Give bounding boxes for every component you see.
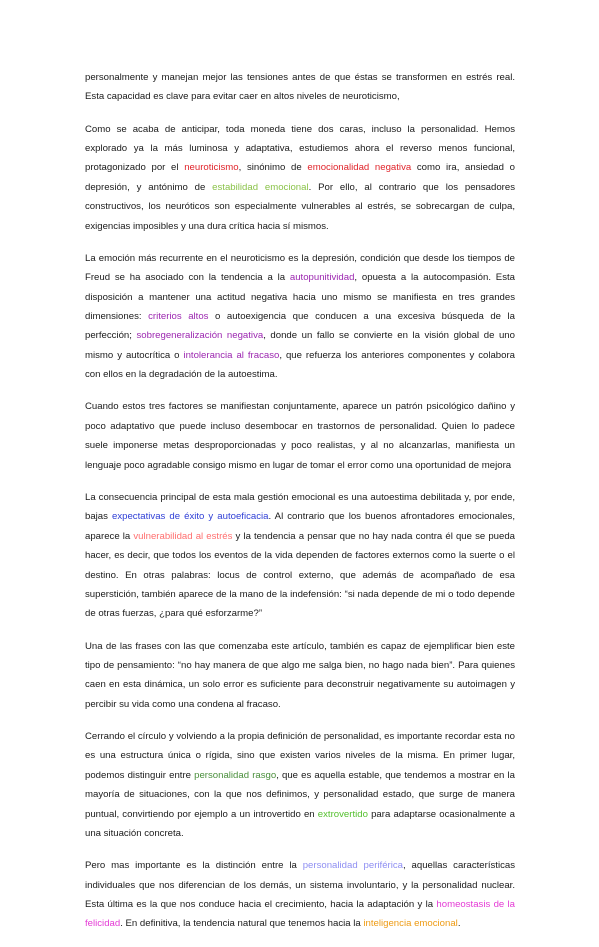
highlighted-term-extrovertido: extrovertido <box>317 808 368 820</box>
paragraph <box>85 68 515 107</box>
highlighted-term-inteligencia-emocional: inteligencia emocional <box>363 918 458 930</box>
paragraph-text: Pero mas importante es la distinción entre la <box>85 860 303 872</box>
paragraph <box>85 488 515 624</box>
document-page <box>85 68 515 947</box>
highlighted-term-intolerancia: intolerancia al fracaso <box>183 349 280 361</box>
paragraph-text: Cerrando el círculo y volviendo a la propia definición de personalidad, es importante recordar esta no es una estructura única o rígida, sino que existen varios niveles de la misma. En primer lugar, podemos distinguir entre <box>85 730 515 781</box>
paragraph <box>85 637 515 715</box>
paragraph <box>85 727 515 843</box>
highlighted-term-sobregeneralizacion: sobregeneralización negativa <box>136 330 264 342</box>
paragraph-text: Una de las frases con las que comenzaba este artículo, también es capaz de ejemplificar bien este tipo de pensamiento: “no hay manera de que algo me salga bien, no hago nada bien”. Para quienes caen en esta dinámica, un solo error es suficiente para deconstruir negativamente su autoimagen y percibir su vida como una condena al fracaso. <box>85 640 515 710</box>
highlighted-term-personalidad-rasgo: personalidad rasgo <box>194 769 277 781</box>
paragraph-text: para adaptarse ocasionalmente a una situación concreta. <box>85 808 515 839</box>
highlighted-term-estabilidad-emocional: estabilidad emocional <box>212 181 309 193</box>
paragraph-text: , que refuerza los anteriores componentes y colabora con ellos en la degradación de la autoestima. <box>85 349 516 381</box>
paragraph-text: La emoción más recurrente en el neuroticismo es la depresión, condición que desde los tiempos de Freud se ha asociado con la tendencia a la <box>85 252 515 284</box>
paragraph-text: personalmente y manejan mejor las tensiones antes de que éstas se transformen en estrés real. Esta capacidad es clave para evitar caer en altos niveles de neuroticismo, <box>85 72 515 103</box>
paragraph-text: , sinónimo de <box>238 162 308 174</box>
paragraph-text: Cuando estos tres factores se manifiestan conjuntamente, aparece un patrón psicológico dañino y poco adaptativo que puede incluso desembocar en trastornos de personalidad. Quien lo padece suele imponerse metas desproporcionadas y poco realistas, y al no alcanzarlas, manifiesta un lenguaje poco agradable consigo mismo en lugar de tomar el error como una oportunidad de mejora <box>85 401 515 471</box>
paragraph-text: y la tendencia a pensar que no hay nada contra él que se pueda hacer, es decir, que todos los eventos de la vida dependen de factores externos como la suerte o el destino. En otras palabras: locus de control externo, que además de acompañado de esa superstición, también aparece de la mano de la indefensión: “si nada depende de mi o todo depende de otras fuerzas, ¿para qué esforzarme?” <box>85 530 515 620</box>
highlighted-term-vulnerabilidad: vulnerabilidad al estrés <box>133 530 233 542</box>
paragraph-text: Como se acaba de anticipar, toda moneda tiene dos caras, incluso la personalidad. Hemos explorado ya la más luminosa y adaptativa, estudiemos ahora el reverso menos funcional, protagonizado por el <box>85 123 515 174</box>
paragraph-text: o autoexigencia que conducen a una excesiva búsqueda de la perfección; <box>85 311 515 342</box>
highlighted-term-criterios-altos: criterios altos <box>148 311 209 323</box>
paragraph-text: como ira, ansiedad o depresión, y antónimo de <box>85 162 515 193</box>
highlighted-term-homeostasis: homeostasis de la felicidad <box>85 899 516 930</box>
paragraph-text: . <box>457 918 461 930</box>
paragraph-text: , donde un fallo se convierte en la visión global de uno mismo y autocrítica o <box>85 330 515 361</box>
paragraph-text: , opuesta a la autocompasión. Esta disposición a mantener una actitud negativa hacia uno mismo se manifiesta en tres grandes dimensiones: <box>85 272 515 323</box>
highlighted-term-neuroticismo: neuroticismo <box>184 162 239 174</box>
paragraph-text: , aquellas características individuales que nos diferencian de los demás, un sistema involuntario, y la personalidad nuclear. Esta última es la que nos conduce hacia el crecimiento, hacia la adaptación y la <box>85 860 516 911</box>
paragraph-text: , que es aquella estable, que tendemos a mostrar en la mayoría de situaciones, con la que nos definimos, y personalidad estado, que surge de manera puntual, convirtiendo por ejemplo a un introvertido en <box>85 769 515 820</box>
paragraph-text: . En definitiva, la tendencia natural que tenemos hacia la <box>120 918 364 930</box>
highlighted-term-personalidad-periferica: personalidad periférica <box>302 860 403 872</box>
paragraph-text: . Al contrario que los buenos afrontadores emocionales, aparece la <box>85 511 515 542</box>
highlighted-term-emocionalidad-negativa: emocionalidad negativa <box>307 162 412 174</box>
paragraph-text: La consecuencia principal de esta mala gestión emocional es una autoestima debilitada y, por ende, bajas <box>85 491 515 523</box>
paragraph-text: . Por ello, al contrario que los pensadores constructivos, los neuróticos son especialmente vulnerables al estrés, se sobrecargan de culpa, exigencias imposibles y una dura crítica hacia sí mismos. <box>85 181 516 232</box>
highlighted-term-expectativas: expectativas de éxito y autoeficacia <box>112 511 269 523</box>
paragraph <box>85 397 515 475</box>
highlighted-term-autopunitividad: autopunitividad <box>289 272 355 284</box>
paragraph <box>85 120 515 236</box>
paragraph <box>85 856 515 934</box>
paragraph <box>85 249 515 385</box>
